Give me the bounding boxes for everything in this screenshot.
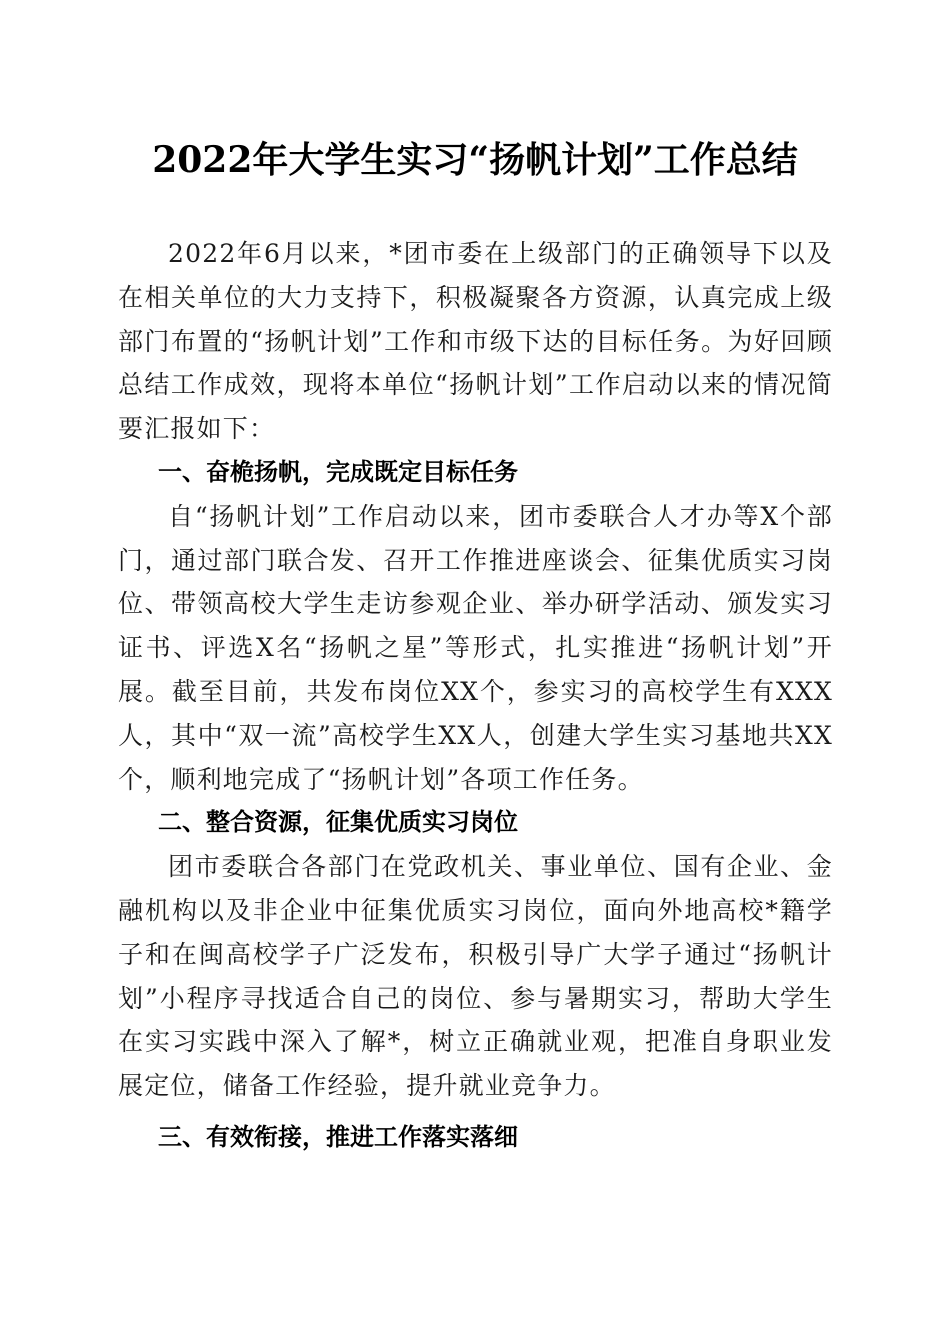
section-3-heading: 三、有效衔接，推进工作落实落细: [158, 1122, 518, 1151]
section-1-heading: 一、奋桅扬帆，完成既定目标任务: [158, 457, 518, 486]
section-2-heading: 二、整合资源，征集优质实习岗位: [158, 808, 518, 837]
section-1-paragraph: 自“扬帆计划”工作启动以来，团市委联合人才办等X个部门，通过部门联合发、召开工作推进座谈会、征集优质实习岗位、带领高校大学生走访参观企业、举办研学活动、颁发实习证书、评选X名“扬帆之星”等形式，扎实推进“扬帆计划”开展。截至目前，共发布岗位XX个，参实习的高校学生有XXX人，其中“双一流”高校学生XX人，创建大学生实习基地共XX个，顺利地完成了“扬帆计划”各项工作任务。: [118, 501, 833, 794]
document-title: 2022年大学生实习“扬帆计划”工作总结: [152, 139, 798, 181]
document-body: [118, 232, 833, 1160]
section-2-paragraph: 团市委联合各部门在党政机关、事业单位、国有企业、金融机构以及非企业中征集优质实习岗位，面向外地高校*籍学子和在闽高校学子广泛发布，积极引导广大学子通过“扬帆计划”小程序寻找适合自己的岗位、参与暑期实习，帮助大学生在实习实践中深入了解*，树立正确就业观，把准自身职业发展定位，储备工作经验，提升就业竞争力。: [118, 852, 833, 1101]
intro-paragraph: 2022年6月以来，*团市委在上级部门的正确领导下以及在相关单位的大力支持下，积极凝聚各方资源，认真完成上级部门布置的“扬帆计划”工作和市级下达的目标任务。为好回顾总结工作成效，现将本单位“扬帆计划”工作启动以来的情况简要汇报如下：: [118, 239, 833, 444]
